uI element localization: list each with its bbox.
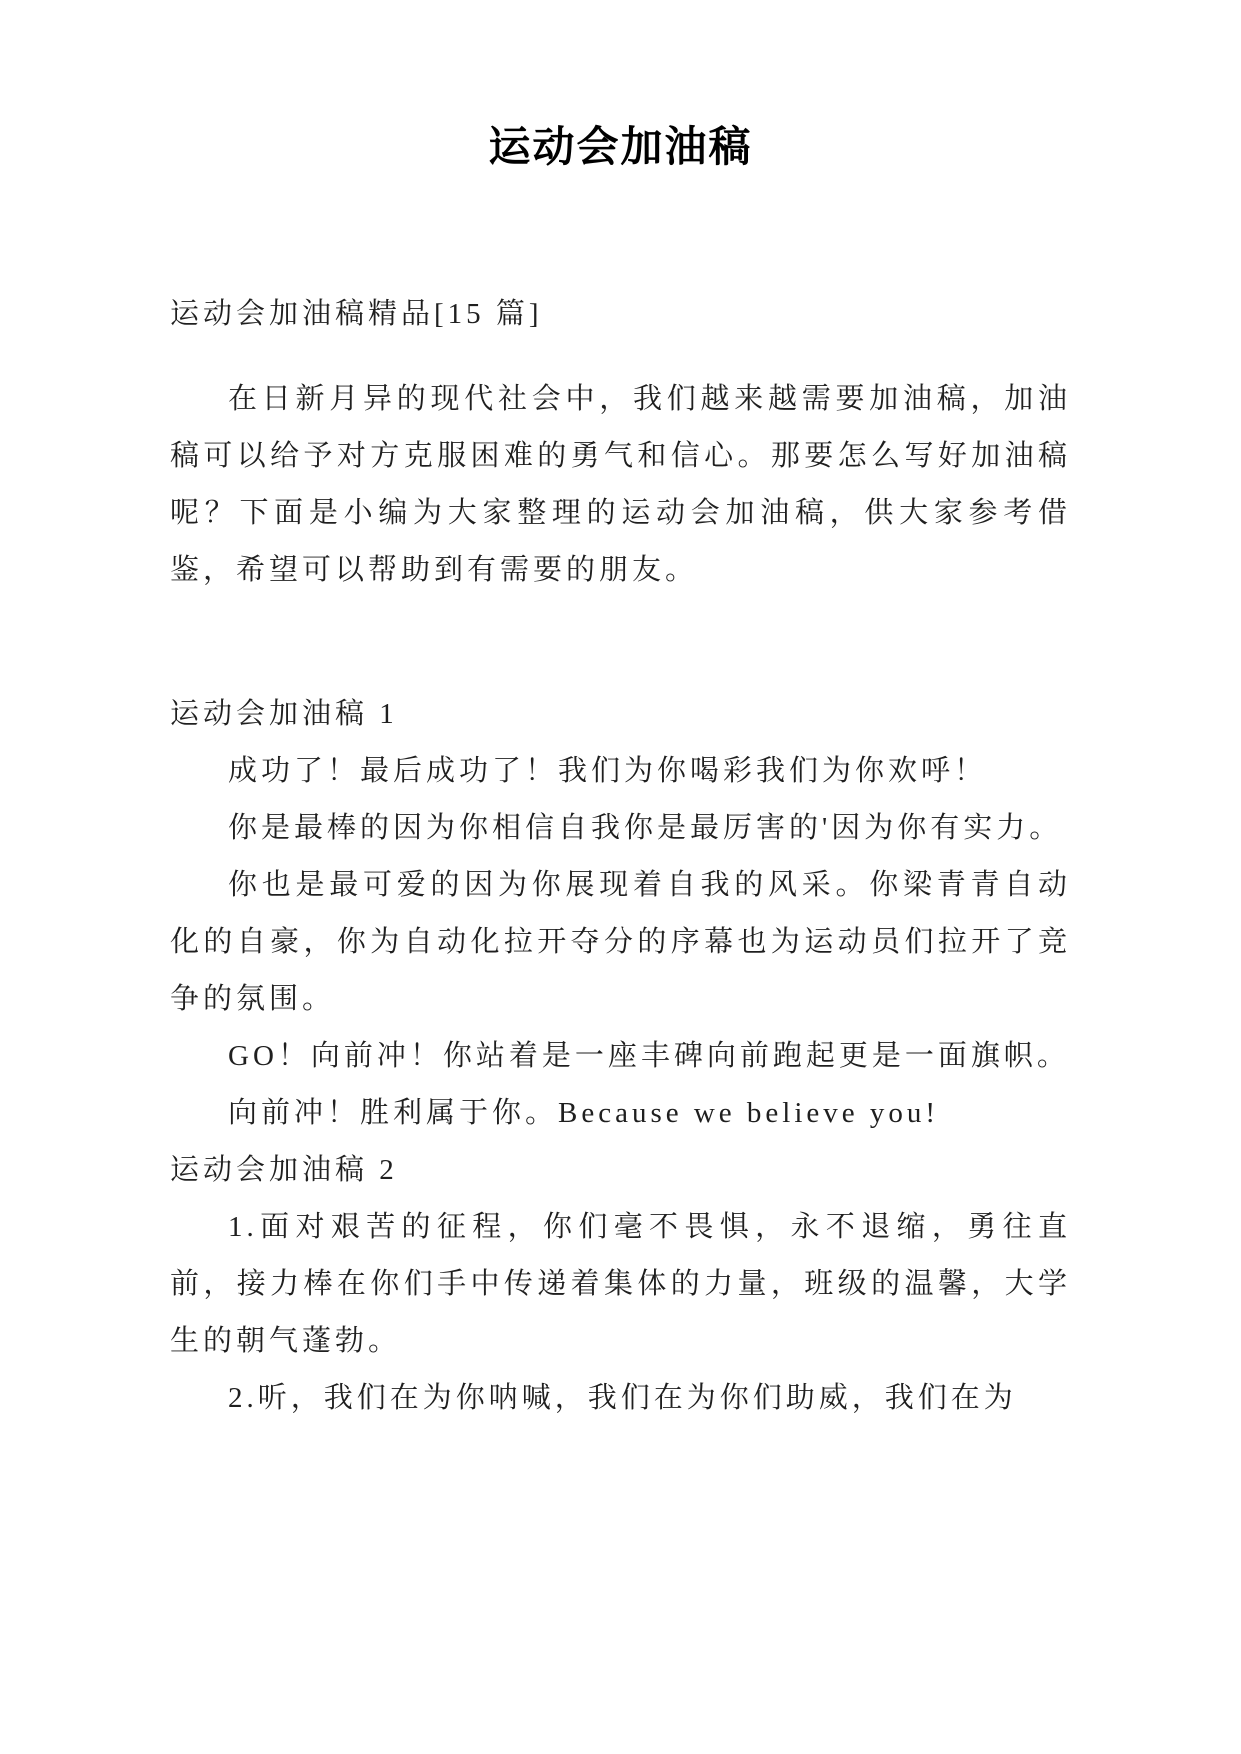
document-body <box>170 286 1071 1427</box>
document-subtitle: 运动会加油稿精品[15 篇] <box>170 298 543 330</box>
spacer <box>170 599 1071 686</box>
section-2-paragraph: 1.面对艰苦的征程，你们毫不畏惧，永不退缩，勇往直前，接力棒在你们手中传递着集体的力量，班级的温馨，大学生的朝气蓬勃。 <box>170 1211 1071 1357</box>
intro-paragraph: 在日新月异的现代社会中，我们越来越需要加油稿，加油稿可以给予对方克服困难的勇气和信心。那要怎么写好加油稿呢？下面是小编为大家整理的运动会加油稿，供大家参考借鉴，希望可以帮助到有需要的朋友。 <box>170 383 1071 586</box>
section-1-paragraph: 成功了！最后成功了！我们为你喝彩我们为你欢呼！ <box>228 755 988 787</box>
section-1-paragraph: GO！向前冲！你站着是一座丰碑向前跑起更是一面旗帜。 <box>228 1040 1070 1072</box>
section-2-heading: 运动会加油稿 2 <box>170 1154 398 1186</box>
document-title: 运动会加油稿 <box>488 125 753 171</box>
section-1-paragraph: 你也是最可爱的因为你展现着自我的风采。你梁青青自动化的自豪，你为自动化拉开夺分的序幕也为运动员们拉开了竞争的氛围。 <box>170 869 1071 1015</box>
section-1-paragraph: 向前冲！胜利属于你。Because we believe you! <box>228 1097 940 1129</box>
spacer <box>170 343 1071 371</box>
section-1-heading: 运动会加油稿 1 <box>170 698 398 730</box>
section-2-paragraph: 2.听，我们在为你呐喊，我们在为你们助威，我们在为 <box>228 1382 1017 1414</box>
section-1-paragraph: 你是最棒的因为你相信自我你是最厉害的'因为你有实力。 <box>228 812 1063 844</box>
